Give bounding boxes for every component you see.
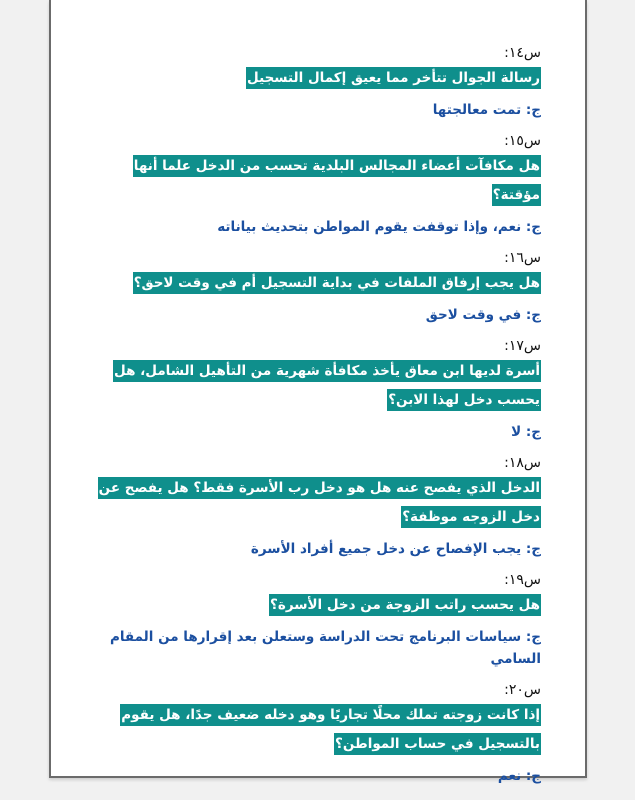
answer-text: ج: يجب الإفصاح عن دخل جميع أفراد الأسرة [250, 541, 541, 557]
question-text [93, 474, 541, 532]
faq-item-14 [93, 42, 541, 121]
question-number: س١٤: [504, 45, 541, 61]
answer-text: ج: نعم، وإذا توقفت يقوم المواطن بتحديث بياناته [217, 219, 541, 235]
answer-text: ج: في وقت لاحق [425, 307, 541, 323]
question-number: س١٩: [504, 572, 541, 588]
question-number: س١٨: [504, 455, 541, 471]
question-text [93, 269, 541, 298]
question-number: س١٥: [504, 133, 541, 149]
question-highlight: رسالة الجوال تتأخر مما يعيق إكمال التسجيل [246, 67, 541, 89]
faq-item-20 [93, 679, 541, 787]
faq-item-19 [93, 569, 541, 670]
question-text [93, 64, 541, 93]
answer-text: ج: نعم [497, 768, 541, 784]
question-number: س١٦: [504, 250, 541, 266]
question-number: س١٧: [504, 338, 541, 354]
answer-text: ج: تمت معالجتها [432, 102, 541, 118]
document-page [49, 0, 587, 784]
answer-text: ج: سياسات البرنامج تحت الدراسة وستعلن بعد إقرارها من المقام السامي [109, 629, 541, 667]
question-highlight: الدخل الذي يفصح عنه هل هو دخل رب الأسرة فقط؟ هل يفصح عن دخل الزوجه موظفة؟ [98, 477, 541, 528]
question-highlight: أسرة لديها ابن معاق يأخذ مكافأة شهرية من التأهيل الشامل، هل يحسب دخل لهذا الابن؟ [113, 360, 541, 411]
faq-item-15 [93, 130, 541, 238]
question-text [93, 591, 541, 620]
faq-item-17 [93, 335, 541, 443]
question-text [93, 701, 541, 759]
question-text [93, 357, 541, 415]
question-highlight: هل يجب إرفاق الملفات في بداية التسجيل أم في وقت لاحق؟ [133, 272, 541, 294]
faq-item-18 [93, 452, 541, 560]
faq-list [93, 42, 541, 796]
question-highlight: هل يحسب راتب الزوجة من دخل الأسرة؟ [269, 594, 541, 616]
faq-item-16 [93, 247, 541, 326]
question-highlight: هل مكافآت أعضاء المجالس البلدية تحسب من الدخل علما أنها مؤقتة؟ [133, 155, 541, 206]
question-number: س٢٠: [504, 682, 541, 698]
question-text [93, 152, 541, 210]
question-highlight: إذا كانت زوجته تملك محلًا تجاريًا وهو دخله ضعيف جدًا، هل يقوم بالتسجيل في حساب المواطن؟ [120, 704, 541, 755]
answer-text: ج: لا [511, 424, 541, 440]
